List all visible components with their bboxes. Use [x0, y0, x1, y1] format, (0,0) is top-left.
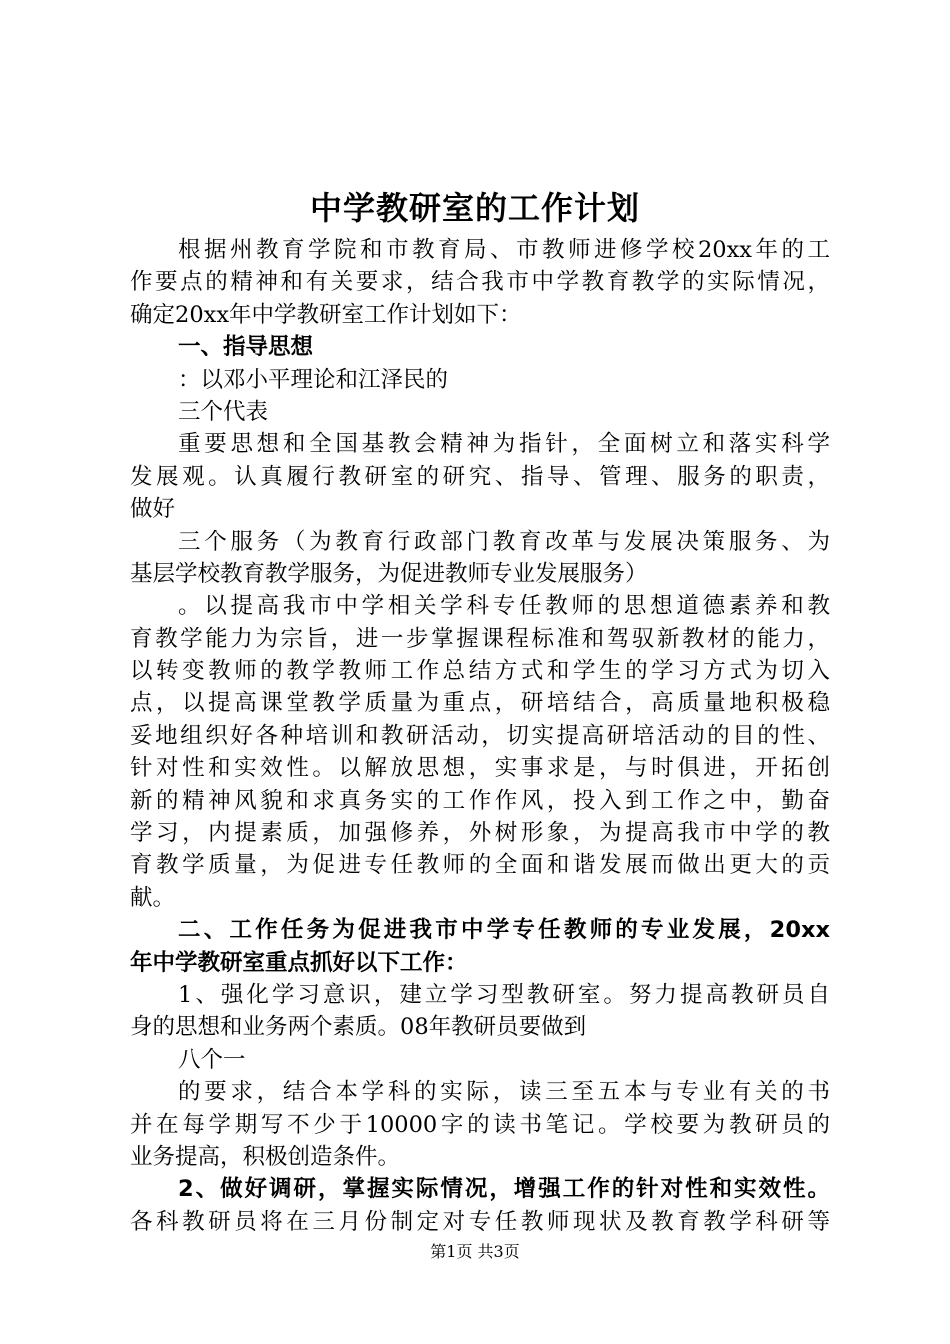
- document-body: [130, 234, 830, 1238]
- page-footer: 第1页 共3页: [430, 1242, 520, 1261]
- body-line: 点，以提高课堂教学质量为重点，研培结合，高质量地积极稳: [130, 690, 830, 717]
- document-title: 中学教研室的工作计划: [309, 189, 640, 227]
- body-line: 并在每学期写不少于10000字的读书笔记。学校要为教研员的: [130, 1111, 830, 1138]
- body-line: 三个服务（为教育行政部门教育改革与发展决策服务、为: [178, 528, 830, 555]
- body-line: 献。: [130, 884, 176, 911]
- body-line: 确定20xx年中学教研室工作计划如下：: [130, 301, 522, 328]
- body-line: 。以提高我市中学相关学科专任教师的思想道德素养和教: [178, 593, 830, 620]
- body-line: 育教学质量，为促进专任教师的全面和谐发展而做出更大的贡: [130, 852, 830, 879]
- body-line: 作要点的精神和有关要求，结合我市中学教育教学的实际情况，: [130, 269, 830, 296]
- section-heading-work-tasks-cont: 年中学教研室重点抓好以下工作：: [130, 949, 468, 976]
- body-line: 三个代表: [178, 398, 269, 425]
- body-line: 身的思想和业务两个素质。08年教研员要做到: [130, 1014, 587, 1041]
- body-line: 新的精神风貌和求真务实的工作作风，投入到工作之中，勤奋: [130, 787, 830, 814]
- body-line: 八个一: [178, 1046, 246, 1073]
- body-line: 业务提高，积极创造条件。: [130, 1143, 401, 1170]
- body-line-item-1: 1、强化学习意识，建立学习型教研室。努力提高教研员自: [178, 981, 830, 1008]
- body-line: 的要求，结合本学科的实际，读三至五本与专业有关的书: [178, 1079, 830, 1106]
- body-line: 针对性和实效性。以解放思想，实事求是，与时俱进，开拓创: [130, 755, 830, 782]
- body-line: 重要思想和全国基教会精神为指针，全面树立和落实科学: [178, 431, 830, 458]
- body-line: 妥地组织好各种培训和教研活动，切实提高研培活动的目的性、: [130, 722, 830, 749]
- body-line: 根据州教育学院和市教育局、市教师进修学校20xx年的工: [178, 237, 830, 263]
- body-line: 以转变教师的教学教师工作总结方式和学生的学习方式为切入: [130, 658, 830, 685]
- body-line: 各科教研员将在三月份制定对专任教师现状及教育教学科研等: [130, 1208, 830, 1235]
- body-line: 发展观。认真履行教研室的研究、指导、管理、服务的职责，: [130, 463, 830, 490]
- body-line: 基层学校教育教学服务，为促进教师专业发展服务）: [130, 560, 648, 587]
- body-line: 做好: [130, 496, 176, 523]
- body-line-item-2: 2、做好调研，掌握实际情况，增强工作的针对性和实效性。: [178, 1176, 830, 1203]
- body-line: 育教学能力为宗旨，进一步掌握课程标准和驾驭新教材的能力，: [130, 625, 830, 652]
- body-line: 学习，内提素质，加强修养，外树形象，为提高我市中学的教: [130, 820, 830, 847]
- section-heading-guiding-ideology: 一、指导思想: [178, 334, 314, 361]
- body-line: ：以邓小平理论和江泽民的: [178, 366, 449, 393]
- section-heading-work-tasks: 二、工作任务为促进我市中学专任教师的专业发展，20xx: [178, 917, 830, 944]
